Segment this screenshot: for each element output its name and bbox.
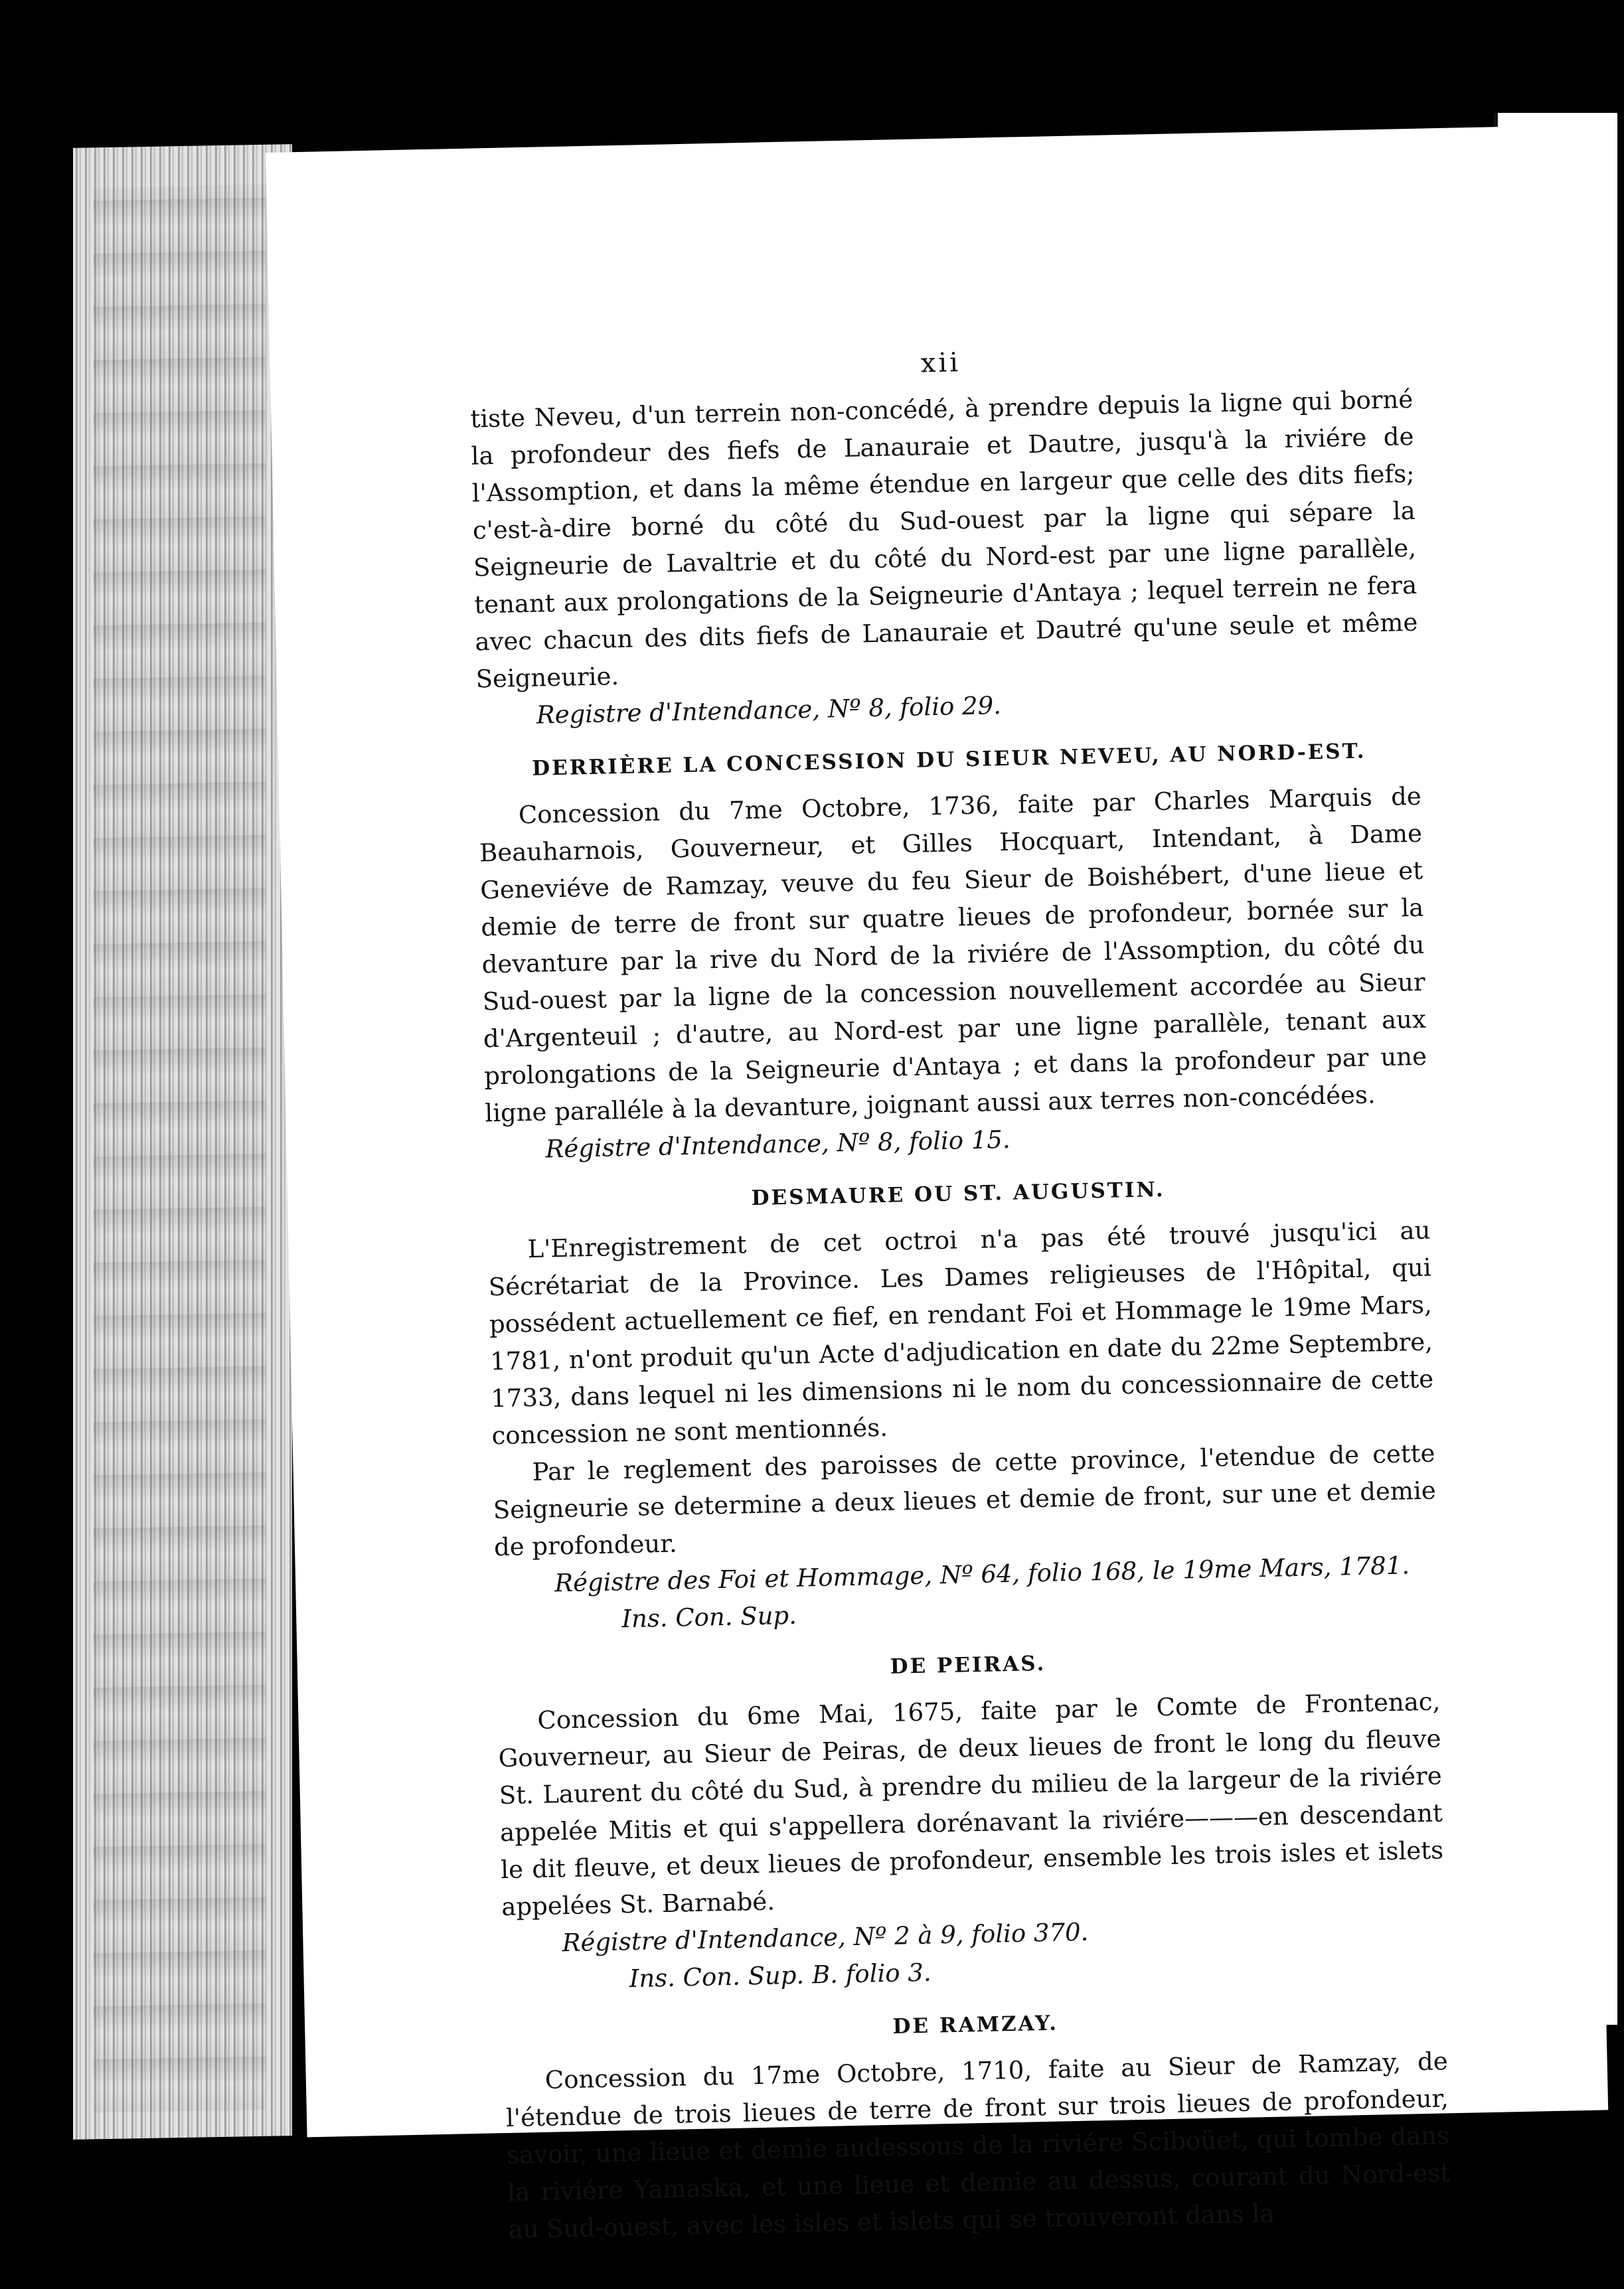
register-reference: Ins. Con. Sup. [621, 1601, 797, 1634]
page-text [469, 335, 1451, 2249]
page-number: xii [920, 347, 961, 379]
book-page-edges [73, 144, 292, 2140]
section-heading: DESMAURE OU ST. AUGUSTIN. [751, 1177, 1165, 1211]
paragraph: L'Enregistrement de cet octroi n'a pas été trouvé jusqu'ici au Sécrétariat de la Province. Les Dames religieuses de l'Hôpital, qui possédent actuellement ce fief, en rendant Foi et Hommage le 19me Mars, 1781, n'ont produit qu'un Acte d'adjudication en date du 22me Septembre, 1733, dans lequel ni les dimensions ni le nom du concessionnaire de cette concession ne sont mentionnés. [488, 1216, 1434, 1451]
register-reference: Régistre d'Intendance, Nº 2 à 9, folio 370. [562, 1917, 1089, 1958]
register-reference: Régistre d'Intendance, Nº 8, folio 15. [545, 1125, 1011, 1164]
paragraph: Par le reglement des paroisses de cette province, l'etendue de cette Seigneurie se determine a deux lieues et demie de front, sur une et demie de profondeur. [493, 1439, 1437, 1562]
register-reference: Registre d'Intendance, Nº 8, folio 29. [536, 690, 1002, 730]
section-heading: DE PEIRAS. [890, 1651, 1046, 1679]
book-page [266, 125, 1608, 2245]
paragraph: Concession du 17me Octobre, 1710, faite au Sieur de Ramzay, de l'étendue de trois lieues de terre de front sur trois lieues de profondeur, savoir, une lieue et demie audessous de la riviére Sciboüet, qui tombe dans la riviére Yamaska, et une lieue et demie au dessus, courant du Nord-est au Sud-ouest, avec les isles et islets qui se trouveront dans la [505, 2047, 1451, 2245]
paragraph: tiste Neveu, d'un terrein non-concédé, à prendre depuis la ligne qui borné la profondeur des fiefs de Lanauraie et Dautre, jusqu'à la riviére de l'Assomption, et dans la même étendue en largeur que celle des dits fiefs; c'est-à-dire borné du côté du Sud-ouest par la ligne qui sépare la Seigneurie de Lavaltrie et du côté du Nord-est par une ligne parallèle, tenant aux prolongations de la Seigneurie d'Antaya ; lequel terrein ne fera avec chacun des dits fiefs de Lanauraie et Dautré qu'une seule et même Seigneurie. [470, 384, 1418, 694]
register-reference: Ins. Con. Sup. B. folio 3. [629, 1958, 932, 1994]
section-heading: DERRIÈRE LA CONCESSION DU SIEUR NEVEU, AU NORD-EST. [531, 739, 1366, 781]
paragraph: Concession du 7me Octobre, 1736, faite par Charles Marquis de Beauharnois, Gouverneur, et Gilles Hocquart, Intendant, à Dame Geneviéve de Ramzay, veuve du feu Sieur de Boishébert, d'une lieue et demie de terre de front sur quatre lieues de profondeur, bornée sur la devanture par la rive du Nord de la riviére de l'Assomption, du côté du Sud-ouest par la ligne de la concession nouvellement accordée au Sieur d'Argenteuil ; d'autre, au Nord-est par une ligne parallèle, tenant aux prolongations de la Seigneurie d'Antaya ; et dans la profondeur par une ligne paralléle à la devanture, joignant aussi aux terres non-concédées. [479, 781, 1427, 1128]
register-reference: Régistre des Foi et Hommage, Nº 64, folio 168, le 19me Mars, 1781. [554, 1551, 1410, 1598]
section-heading: DE RAMZAY. [892, 2011, 1059, 2039]
paragraph: Concession du 6me Mai, 1675, faite par le Comte de Frontenac, Gouverneur, au Sieur de Peiras, de deux lieues de front le long du fleuve St. Laurent du côté du Sud, à prendre du milieu de la largeur de la riviére appelée Mitis et qui s'appellera dorénavant la riviére———en descendant le dit fleuve, et deux lieues de profondeur, ensemble les trois isles et islets appelées St. Barnabé. [498, 1687, 1444, 1922]
